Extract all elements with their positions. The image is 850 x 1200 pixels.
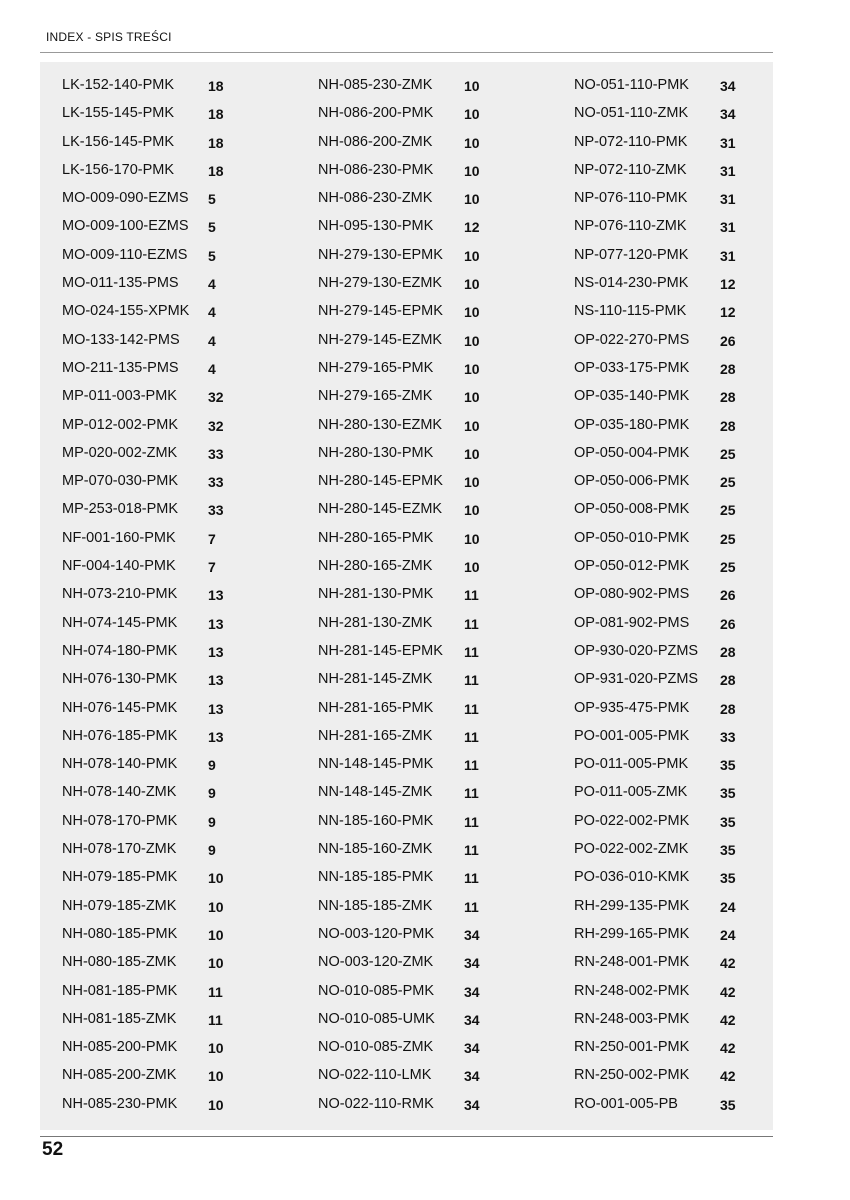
page-reference: 35 bbox=[720, 785, 736, 802]
page-reference: 11 bbox=[464, 757, 479, 774]
page-reference: 11 bbox=[464, 672, 479, 689]
product-code: NH-079-185-PMK bbox=[62, 869, 178, 886]
page-reference: 34 bbox=[464, 1096, 480, 1113]
product-code: NO-010-085-ZMK bbox=[318, 1039, 434, 1056]
page-reference: 13 bbox=[208, 672, 224, 689]
product-code: NH-279-165-PMK bbox=[318, 359, 434, 376]
page-reference: 10 bbox=[208, 1040, 224, 1057]
page-reference: 10 bbox=[464, 559, 480, 576]
page-reference: 10 bbox=[208, 1068, 224, 1085]
page-reference: 18 bbox=[208, 78, 224, 94]
page-number: 52 bbox=[42, 1139, 64, 1160]
product-code: NH-076-130-PMK bbox=[62, 671, 178, 688]
page-reference: 34 bbox=[464, 1068, 480, 1085]
page-reference: 42 bbox=[720, 955, 736, 972]
product-code: NH-085-230-PMK bbox=[62, 1095, 178, 1112]
product-code: NO-010-085-UMK bbox=[318, 1010, 435, 1027]
page-reference: 26 bbox=[720, 615, 736, 632]
product-code: NO-022-110-RMK bbox=[318, 1095, 434, 1112]
page-reference: 4 bbox=[208, 360, 216, 377]
page-reference: 10 bbox=[464, 191, 480, 208]
page-reference: 10 bbox=[208, 926, 224, 943]
product-code: NH-078-170-PMK bbox=[62, 812, 178, 829]
page-reference: 31 bbox=[720, 219, 736, 236]
product-code: NH-074-180-PMK bbox=[62, 642, 178, 659]
page-reference: 42 bbox=[720, 1011, 736, 1028]
page-reference: 28 bbox=[720, 417, 736, 434]
product-code: LK-152-140-PMK bbox=[62, 77, 175, 93]
product-code: MO-009-100-EZMS bbox=[62, 218, 189, 235]
product-code: OP-081-902-PMS bbox=[574, 614, 690, 631]
page-reference: 9 bbox=[208, 785, 216, 802]
product-code: NH-076-185-PMK bbox=[62, 727, 178, 744]
product-code: NH-281-165-ZMK bbox=[318, 727, 433, 744]
page-reference: 10 bbox=[208, 870, 224, 887]
page-reference: 18 bbox=[208, 162, 224, 179]
product-code: MO-133-142-PMS bbox=[62, 331, 180, 348]
product-code: RO-001-005-PB bbox=[574, 1095, 678, 1112]
page-reference: 4 bbox=[208, 276, 216, 293]
product-code: NP-076-110-PMK bbox=[574, 190, 688, 207]
product-code: NH-086-230-ZMK bbox=[318, 190, 433, 207]
page-reference: 10 bbox=[464, 78, 480, 94]
product-code: NH-280-165-ZMK bbox=[318, 558, 433, 575]
product-code: NP-076-110-ZMK bbox=[574, 218, 687, 235]
product-code: MP-020-002-ZMK bbox=[62, 444, 178, 461]
page-reference: 34 bbox=[464, 926, 480, 943]
page-reference: 10 bbox=[208, 898, 224, 915]
product-code: RN-250-002-PMK bbox=[574, 1067, 690, 1084]
page-reference: 31 bbox=[720, 247, 736, 264]
page-reference: 10 bbox=[464, 502, 480, 519]
product-code: NO-003-120-PMK bbox=[318, 925, 435, 942]
page-reference: 26 bbox=[720, 587, 736, 604]
page-reference: 42 bbox=[720, 1068, 736, 1085]
product-code: NH-086-200-ZMK bbox=[318, 133, 433, 150]
page-reference: 11 bbox=[464, 785, 479, 802]
page-reference: 9 bbox=[208, 757, 216, 774]
page-reference: 13 bbox=[208, 643, 224, 660]
page-reference: 35 bbox=[720, 813, 736, 830]
product-code: NH-080-185-PMK bbox=[62, 925, 178, 942]
page-reference: 31 bbox=[720, 134, 736, 151]
product-code: NN-185-160-PMK bbox=[318, 812, 434, 829]
product-code: MO-009-090-EZMS bbox=[62, 190, 189, 207]
product-code: NH-081-185-ZMK bbox=[62, 1010, 177, 1027]
page-reference: 28 bbox=[720, 360, 736, 377]
page-reference: 13 bbox=[208, 615, 224, 632]
product-code: NP-072-110-ZMK bbox=[574, 161, 687, 178]
page-reference: 26 bbox=[720, 332, 736, 349]
product-code: OP-033-175-PMK bbox=[574, 359, 690, 376]
page-reference: 25 bbox=[720, 445, 736, 462]
product-code: NH-086-230-PMK bbox=[318, 161, 434, 178]
page-reference: 10 bbox=[208, 1096, 224, 1113]
product-code: NH-279-145-EZMK bbox=[318, 331, 443, 348]
product-code: OP-022-270-PMS bbox=[574, 331, 690, 348]
header-divider bbox=[40, 52, 773, 53]
product-code: NN-148-145-PMK bbox=[318, 756, 434, 773]
page-reference: 10 bbox=[464, 445, 480, 462]
page-reference: 12 bbox=[464, 219, 480, 236]
product-code: OP-050-006-PMK bbox=[574, 473, 690, 490]
page-reference: 25 bbox=[720, 559, 736, 576]
product-code: NO-010-085-PMK bbox=[318, 982, 435, 999]
product-code: RN-248-001-PMK bbox=[574, 954, 690, 971]
product-code: OP-050-012-PMK bbox=[574, 558, 690, 575]
product-code: NH-279-145-EPMK bbox=[318, 303, 443, 320]
product-code: MO-024-155-XPMK bbox=[62, 303, 190, 320]
product-code: NH-078-140-ZMK bbox=[62, 784, 177, 801]
product-code: NH-095-130-PMK bbox=[318, 218, 434, 235]
page-reference: 35 bbox=[720, 757, 736, 774]
page-reference: 10 bbox=[464, 276, 480, 293]
page-reference: 12 bbox=[720, 304, 736, 321]
product-code: NH-080-185-ZMK bbox=[62, 954, 177, 971]
product-code: PO-022-002-PMK bbox=[574, 812, 690, 829]
page-reference: 12 bbox=[720, 276, 736, 293]
page-reference: 33 bbox=[208, 502, 224, 519]
page-reference: 13 bbox=[208, 700, 224, 717]
page-reference: 32 bbox=[208, 389, 224, 406]
product-code: NH-085-200-ZMK bbox=[62, 1067, 177, 1084]
page-reference: 34 bbox=[464, 1011, 480, 1028]
product-code: LK-155-145-PMK bbox=[62, 105, 175, 122]
footer-divider bbox=[40, 1136, 773, 1137]
product-code: RH-299-135-PMK bbox=[574, 897, 690, 914]
page-reference: 11 bbox=[464, 700, 479, 717]
page-reference: 42 bbox=[720, 1040, 736, 1057]
page-reference: 25 bbox=[720, 502, 736, 519]
product-code: NH-073-210-PMK bbox=[62, 586, 178, 603]
page-reference: 11 bbox=[464, 587, 479, 604]
page-reference: 33 bbox=[208, 474, 224, 491]
page-reference: 28 bbox=[720, 389, 736, 406]
product-code: RH-299-165-PMK bbox=[574, 925, 690, 942]
page-reference: 11 bbox=[464, 643, 479, 660]
product-code: MP-012-002-PMK bbox=[62, 416, 179, 433]
product-code: NH-280-145-EPMK bbox=[318, 473, 443, 490]
page-reference: 32 bbox=[208, 417, 224, 434]
product-code: NF-004-140-PMK bbox=[62, 558, 176, 575]
page-reference: 11 bbox=[464, 898, 479, 915]
product-code: PO-011-005-PMK bbox=[574, 756, 689, 773]
page-reference: 10 bbox=[464, 417, 480, 434]
page-reference: 11 bbox=[464, 842, 479, 859]
product-code: NH-280-130-EZMK bbox=[318, 416, 443, 433]
product-code: PO-022-002-ZMK bbox=[574, 841, 689, 858]
page-reference: 42 bbox=[720, 983, 736, 1000]
page-reference: 7 bbox=[208, 530, 216, 547]
product-code: NN-185-185-ZMK bbox=[318, 897, 433, 914]
product-code: LK-156-145-PMK bbox=[62, 133, 175, 150]
index-panel bbox=[40, 62, 773, 1130]
product-code: NH-081-185-PMK bbox=[62, 982, 178, 999]
page-reference: 5 bbox=[208, 219, 216, 236]
page-reference: 4 bbox=[208, 304, 216, 321]
product-code: NH-074-145-PMK bbox=[62, 614, 178, 631]
product-code: NH-280-165-PMK bbox=[318, 529, 434, 546]
product-code: NP-077-120-PMK bbox=[574, 246, 689, 263]
product-code: OP-035-180-PMK bbox=[574, 416, 690, 433]
page-reference: 18 bbox=[208, 134, 224, 151]
product-code: NH-281-130-PMK bbox=[318, 586, 434, 603]
product-code: NH-281-145-ZMK bbox=[318, 671, 433, 688]
product-code: NN-148-145-ZMK bbox=[318, 784, 433, 801]
page-reference: 10 bbox=[464, 530, 480, 547]
product-code: NH-279-130-EZMK bbox=[318, 275, 443, 292]
page-reference: 10 bbox=[464, 162, 480, 179]
product-code: NN-185-160-ZMK bbox=[318, 841, 433, 858]
page-reference: 10 bbox=[464, 247, 480, 264]
product-code: NH-279-130-EPMK bbox=[318, 246, 443, 263]
product-code: NP-072-110-PMK bbox=[574, 133, 688, 150]
page-reference: 34 bbox=[464, 1040, 480, 1057]
product-code: NO-051-110-ZMK bbox=[574, 105, 689, 122]
page-reference: 28 bbox=[720, 672, 736, 689]
product-code: NH-085-200-PMK bbox=[62, 1039, 178, 1056]
product-code: OP-050-010-PMK bbox=[574, 529, 690, 546]
page-reference: 4 bbox=[208, 332, 216, 349]
product-code: RN-250-001-PMK bbox=[574, 1039, 690, 1056]
product-code: NO-022-110-LMK bbox=[318, 1067, 432, 1084]
product-code: NF-001-160-PMK bbox=[62, 529, 176, 546]
page-reference: 33 bbox=[720, 728, 736, 745]
product-code: OP-050-008-PMK bbox=[574, 501, 690, 518]
product-code: MO-011-135-PMS bbox=[62, 275, 179, 292]
product-code: NH-279-165-ZMK bbox=[318, 388, 433, 405]
product-code: NN-185-185-PMK bbox=[318, 869, 434, 886]
page-reference: 34 bbox=[720, 78, 736, 94]
page-reference: 9 bbox=[208, 813, 216, 830]
page-reference: 11 bbox=[464, 728, 479, 745]
product-code: NO-003-120-ZMK bbox=[318, 954, 434, 971]
product-code: NH-281-130-ZMK bbox=[318, 614, 433, 631]
page-reference: 31 bbox=[720, 191, 736, 208]
product-code: OP-930-020-PZMS bbox=[574, 642, 699, 659]
product-code: OP-080-902-PMS bbox=[574, 586, 690, 603]
page-reference: 18 bbox=[208, 106, 224, 123]
page-reference: 34 bbox=[464, 955, 480, 972]
page-reference: 34 bbox=[464, 983, 480, 1000]
page-reference: 11 bbox=[464, 615, 479, 632]
page-reference: 5 bbox=[208, 191, 216, 208]
page-reference: 31 bbox=[720, 162, 736, 179]
page-reference: 10 bbox=[208, 955, 224, 972]
product-code: NH-086-200-PMK bbox=[318, 105, 434, 122]
page-reference: 13 bbox=[208, 728, 224, 745]
product-code: NS-110-115-PMK bbox=[574, 303, 687, 320]
product-code: NS-014-230-PMK bbox=[574, 275, 689, 292]
product-code: NH-078-140-PMK bbox=[62, 756, 178, 773]
page-reference: 10 bbox=[464, 474, 480, 491]
product-code: RN-248-002-PMK bbox=[574, 982, 690, 999]
page-reference: 28 bbox=[720, 643, 736, 660]
product-code: RN-248-003-PMK bbox=[574, 1010, 690, 1027]
page-reference: 10 bbox=[464, 134, 480, 151]
product-code: NH-281-165-PMK bbox=[318, 699, 434, 716]
page-reference: 13 bbox=[208, 587, 224, 604]
product-code: MO-009-110-EZMS bbox=[62, 246, 188, 263]
product-code: OP-935-475-PMK bbox=[574, 699, 690, 716]
page-reference: 25 bbox=[720, 530, 736, 547]
page-header-title: INDEX - SPIS TREŚCI bbox=[46, 30, 172, 44]
product-code: PO-001-005-PMK bbox=[574, 727, 690, 744]
page-reference: 28 bbox=[720, 700, 736, 717]
page-reference: 24 bbox=[720, 898, 736, 915]
page-reference: 10 bbox=[464, 360, 480, 377]
product-code: MO-211-135-PMS bbox=[62, 359, 179, 376]
page-reference: 11 bbox=[208, 1011, 223, 1028]
page-reference: 35 bbox=[720, 842, 736, 859]
page-reference: 35 bbox=[720, 870, 736, 887]
product-code: NH-079-185-ZMK bbox=[62, 897, 177, 914]
product-code: OP-050-004-PMK bbox=[574, 444, 690, 461]
page-reference: 33 bbox=[208, 445, 224, 462]
product-code: NH-280-130-PMK bbox=[318, 444, 434, 461]
product-code: PO-036-010-KMK bbox=[574, 869, 690, 886]
page-reference: 7 bbox=[208, 559, 216, 576]
page-reference: 11 bbox=[208, 983, 223, 1000]
page-reference: 11 bbox=[464, 870, 479, 887]
page-reference: 10 bbox=[464, 389, 480, 406]
page-reference: 10 bbox=[464, 106, 480, 123]
product-code: MP-070-030-PMK bbox=[62, 473, 179, 490]
page-reference: 35 bbox=[720, 1096, 736, 1113]
product-code: NO-051-110-PMK bbox=[574, 77, 689, 93]
product-code: NH-085-230-ZMK bbox=[318, 77, 433, 93]
page-reference: 5 bbox=[208, 247, 216, 264]
product-code: MP-011-003-PMK bbox=[62, 388, 177, 405]
page-reference: 10 bbox=[464, 304, 480, 321]
product-code: MP-253-018-PMK bbox=[62, 501, 179, 518]
page-reference: 34 bbox=[720, 106, 736, 123]
page-reference: 9 bbox=[208, 842, 216, 859]
product-code: PO-011-005-ZMK bbox=[574, 784, 688, 801]
page-reference: 10 bbox=[464, 332, 480, 349]
product-code: OP-931-020-PZMS bbox=[574, 671, 699, 688]
product-code: NH-076-145-PMK bbox=[62, 699, 178, 716]
page-reference: 24 bbox=[720, 926, 736, 943]
product-code: NH-078-170-ZMK bbox=[62, 841, 177, 858]
product-code: LK-156-170-PMK bbox=[62, 161, 175, 178]
page-reference: 25 bbox=[720, 474, 736, 491]
page-reference: 11 bbox=[464, 813, 479, 830]
product-code: OP-035-140-PMK bbox=[574, 388, 690, 405]
product-code: NH-281-145-EPMK bbox=[318, 642, 443, 659]
product-code: NH-280-145-EZMK bbox=[318, 501, 443, 518]
